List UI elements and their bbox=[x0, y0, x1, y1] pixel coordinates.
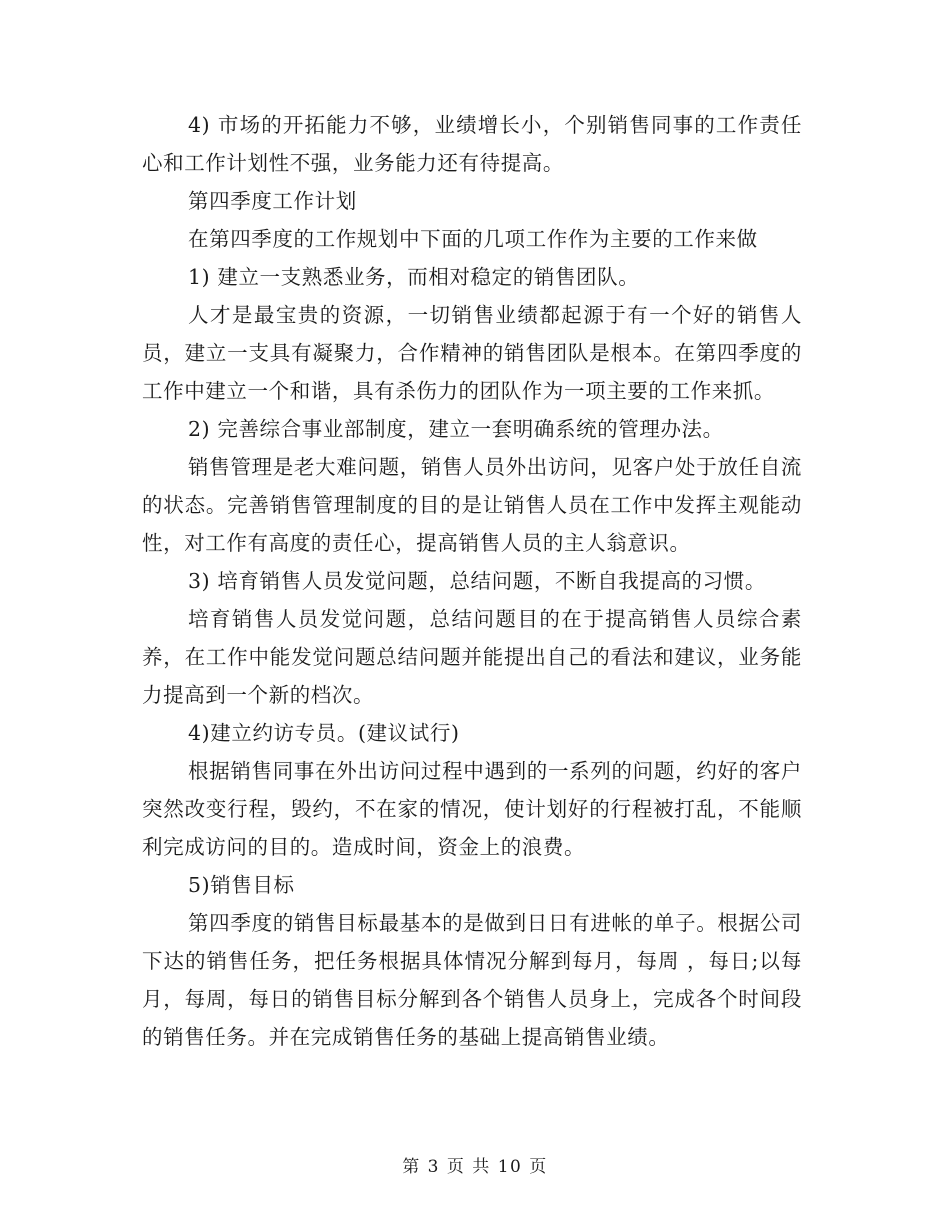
plan-item-5-body: 第四季度的销售目标最基本的是做到日日有进帐的单子。根据公司下达的销售任务，把任务根据具体情况分解到每月，每周 ，每日;以每月，每周，每日的销售目标分解到各个销售人员身上，完成各个时间段的销售任务。并在完成销售任务的基础上提高销售业绩。 bbox=[142, 911, 802, 1049]
paragraph-problem-4: 4) 市场的开拓能力不够，业绩增长小，个别销售同事的工作责任心和工作计划性不强，业务能力还有待提高。 bbox=[142, 113, 802, 175]
plan-item-4-body: 根据销售同事在外出访问过程中遇到的一系列的问题，约好的客户突然改变行程，毁约，不在家的情况，使计划好的行程被打乱，不能顺利完成访问的目的。造成时间，资金上的浪费。 bbox=[142, 759, 802, 859]
plan-item-5-heading: 5)销售目标 bbox=[188, 873, 295, 897]
section-heading-q4-plan: 第四季度工作计划 bbox=[188, 189, 357, 213]
plan-item-1-heading: 1) 建立一支熟悉业务，而相对稳定的销售团队。 bbox=[188, 265, 640, 289]
plan-item-4-heading: 4)建立约访专员。(建议试行) bbox=[188, 721, 460, 745]
plan-item-3-body: 培育销售人员发觉问题，总结问题目的在于提高销售人员综合素养，在工作中能发觉问题总结问题并能提出自己的看法和建议，业务能力提高到一个新的档次。 bbox=[142, 607, 802, 707]
paragraph-plan-intro: 在第四季度的工作规划中下面的几项工作作为主要的工作来做 bbox=[188, 227, 758, 251]
plan-item-1-body: 人才是最宝贵的资源，一切销售业绩都起源于有一个好的销售人员，建立一支具有凝聚力，合作精神的销售团队是根本。在第四季度的工作中建立一个和谐，具有杀伤力的团队作为一项主要的工作来抓。 bbox=[142, 303, 802, 403]
plan-item-2-heading: 2) 完善综合事业部制度，建立一套明确系统的管理办法。 bbox=[188, 417, 724, 441]
document-body bbox=[142, 106, 802, 1056]
page-number-footer: 第 3 页 共 10 页 bbox=[402, 1157, 548, 1177]
plan-item-3-heading: 3) 培育销售人员发觉问题，总结问题，不断自我提高的习惯。 bbox=[188, 569, 766, 593]
plan-item-2-body: 销售管理是老大难问题，销售人员外出访问，见客户处于放任自流的状态。完善销售管理制度的目的是让销售人员在工作中发挥主观能动性，对工作有高度的责任心，提高销售人员的主人翁意识。 bbox=[142, 455, 802, 555]
